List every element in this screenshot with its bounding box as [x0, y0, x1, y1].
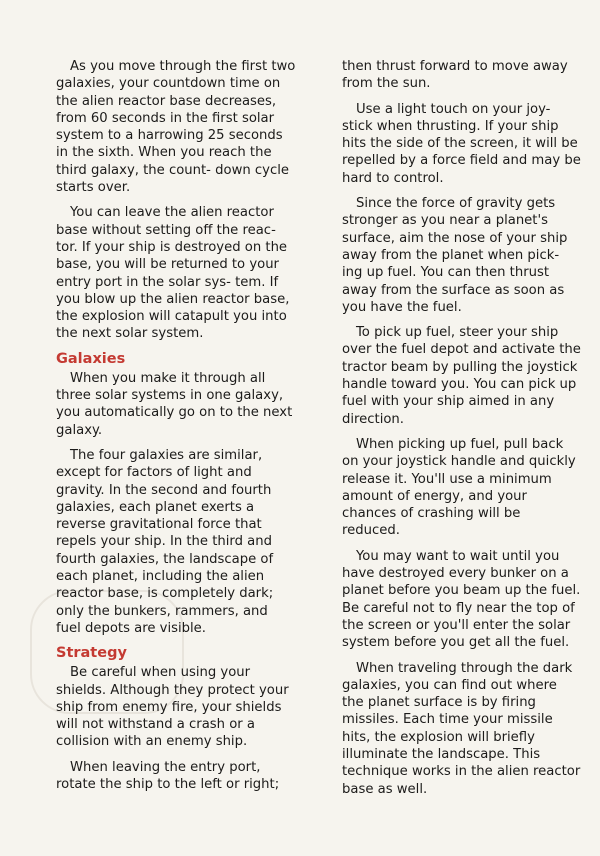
- paragraph-entry-port: When leaving the entry port, rotate the ship to the left or right;: [56, 759, 280, 792]
- right-column: [342, 58, 582, 806]
- paragraph-leave-reactor: You can leave the alien reactor base without setting off the reac- tor. If your ship is destroyed on the base, you will be returned to your entry port in the solar sys- tem. If you blow up the alien reactor base, the explosion will catapult you into the next solar system.: [56, 205, 290, 342]
- paragraph-countdown: As you move through the first two galaxies, your countdown time on the alien reactor base decreases, from 60 seconds in the first solar system to a harrowing 25 seconds in the sixth. When you reach the third galaxy, the count- down cycle starts over.: [56, 59, 296, 196]
- paragraph-shields: Be careful when using your shields. Although they protect your ship from enemy fire, your shields will not withstand a crash or a collision with an enemy ship.: [56, 665, 289, 750]
- paragraph-four-galaxies: The four galaxies are similar, except for factors of light and gravity. In the second and fourth galaxies, each planet exerts a reverse gravitational force that repels your ship. In the third and fourth galaxies, the landscape of each planet, including the alien reactor base, is completely dark; only the bunkers, rammers, and fuel depots are visible.: [56, 447, 274, 636]
- paragraph-gravity: Since the force of gravity gets stronger as you near a planet's surface, aim the nose of your ship away from the planet when pick- ing up fuel. You can then thrust away from the surface as soon as you have the fuel.: [342, 196, 568, 315]
- left-column: [56, 58, 296, 801]
- paragraph-dark-galaxies: When traveling through the dark galaxies, you can find out where the planet surface is by firing missiles. Each time your missile hits, the explosion will briefly illuminate the landscape. This technique works in the alien reactor base as well.: [342, 660, 581, 797]
- paragraph-pull-back: When picking up fuel, pull back on your joystick handle and quickly release it. You'll use a minimum amount of energy, and your chances of crashing will be reduced.: [342, 436, 576, 539]
- paragraph-destroy-bunkers: You may want to wait until you have destroyed every bunker on a planet before you beam up the fuel. Be careful not to fly near the top of the screen or you'll enter the solar system before you get all the fuel.: [342, 548, 581, 651]
- heading-galaxies: Galaxies: [56, 350, 126, 367]
- paragraph-thrust-continued: then thrust forward to move away from the sun.: [342, 59, 568, 92]
- heading-strategy: Strategy: [56, 645, 127, 662]
- paragraph-next-galaxy: When you make it through all three solar systems in one galaxy, you automatically go on to the next galaxy.: [56, 370, 293, 438]
- paragraph-pick-up-fuel: To pick up fuel, steer your ship over the fuel depot and activate the tractor beam by pulling the joystick handle toward you. You can pick up fuel with your ship aimed in any direction.: [342, 325, 581, 427]
- paragraph-light-touch: Use a light touch on your joy- stick when thrusting. If your ship hits the side of the screen, it will be repelled by a force field and may be hard to control.: [342, 101, 581, 186]
